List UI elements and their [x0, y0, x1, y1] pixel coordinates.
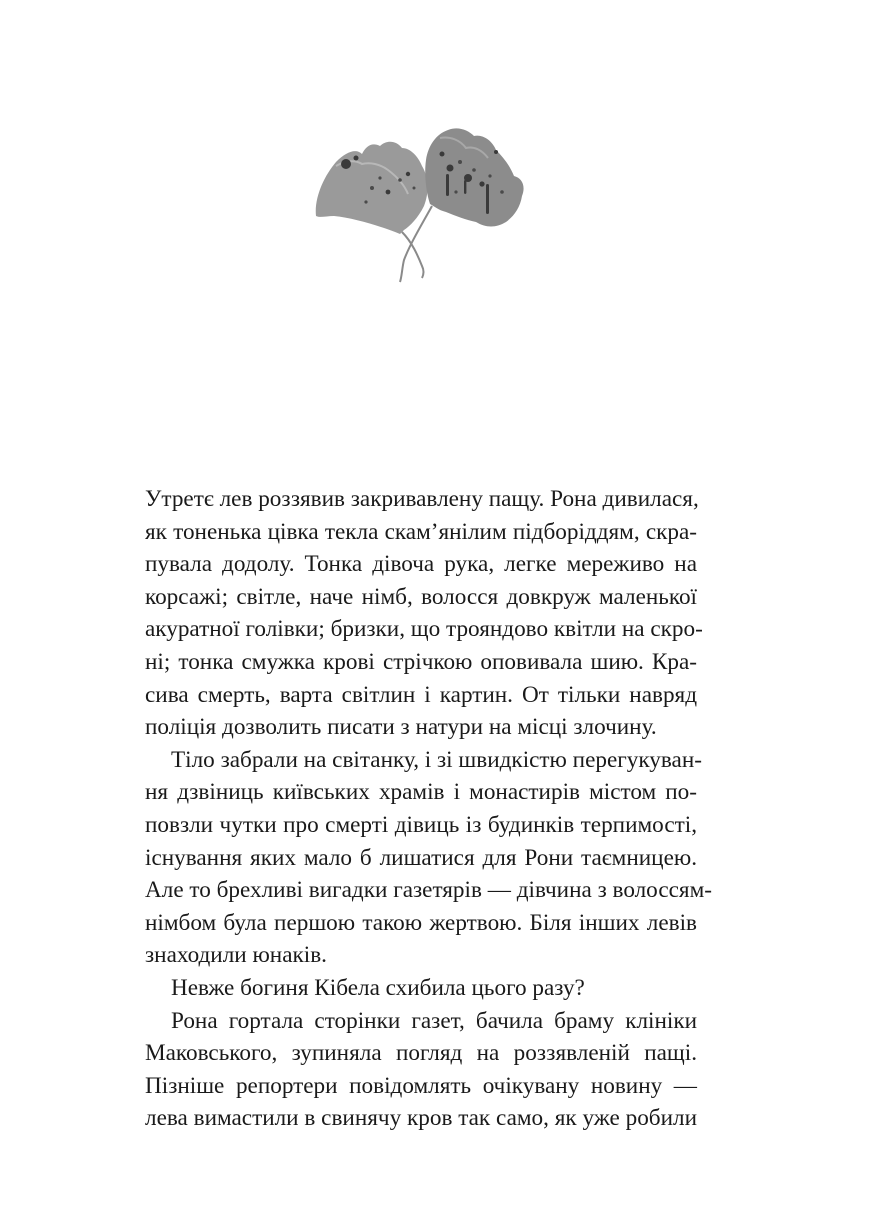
text-line: Маковського, зупиняла погляд на роззявленій пащі.	[145, 1040, 697, 1067]
text-line: Рона гортала сторінки газет, бачила браму клініки	[171, 1007, 697, 1034]
text-line: поліція дозволить писати з натури на місці злочину.	[145, 714, 657, 741]
text-line: акуратної голівки; бризки, що трояндово квітли на скро-	[145, 616, 703, 643]
text-line: ні; тонка смужка крові стрічкою оповивала шию. Кра-	[145, 648, 697, 675]
text-line: повзли чутки про смерті дівиць із будинків терпимості,	[145, 811, 697, 838]
text-line: Тіло забрали на світанку, і зі швидкістю перегукуван-	[171, 746, 702, 773]
text-line: знаходили юнаків.	[145, 942, 327, 969]
text-line: Невже богиня Кібела схибила цього разу?	[171, 974, 585, 1001]
text-line: німбом була першою такою жертвою. Біля інших левів	[145, 909, 697, 936]
text-line: пувала додолу. Тонка дівоча рука, легке мереживо на	[145, 551, 697, 578]
main-text	[145, 483, 712, 1135]
text-line: сива смерть, варта світлин і картин. От тільки навряд	[145, 681, 697, 708]
text-line: як тоненька цівка текла скам’янілим підборіддям, скра-	[145, 518, 697, 545]
text-line: Але то брехливі вигадки газетярів — дівчина з волоссям-	[145, 877, 712, 904]
text-line: корсажі; світле, наче німб, волосся довкруж маленької	[145, 583, 697, 610]
text-line: лева вимастили в свинячу кров так само, як уже робили	[145, 1105, 697, 1132]
ginkgo-leaves-icon	[310, 118, 535, 288]
text-line: Утретє лев роззявив закривавлену пащу. Рона дивилася,	[145, 486, 699, 512]
text-line: Пізніше репортери повідомлять очікувану новину —	[145, 1072, 697, 1099]
text-line: існування яких мало б лишатися для Рони таємницею.	[145, 844, 697, 871]
text-line: ня дзвіниць київських храмів і монастирів містом по-	[145, 779, 697, 806]
